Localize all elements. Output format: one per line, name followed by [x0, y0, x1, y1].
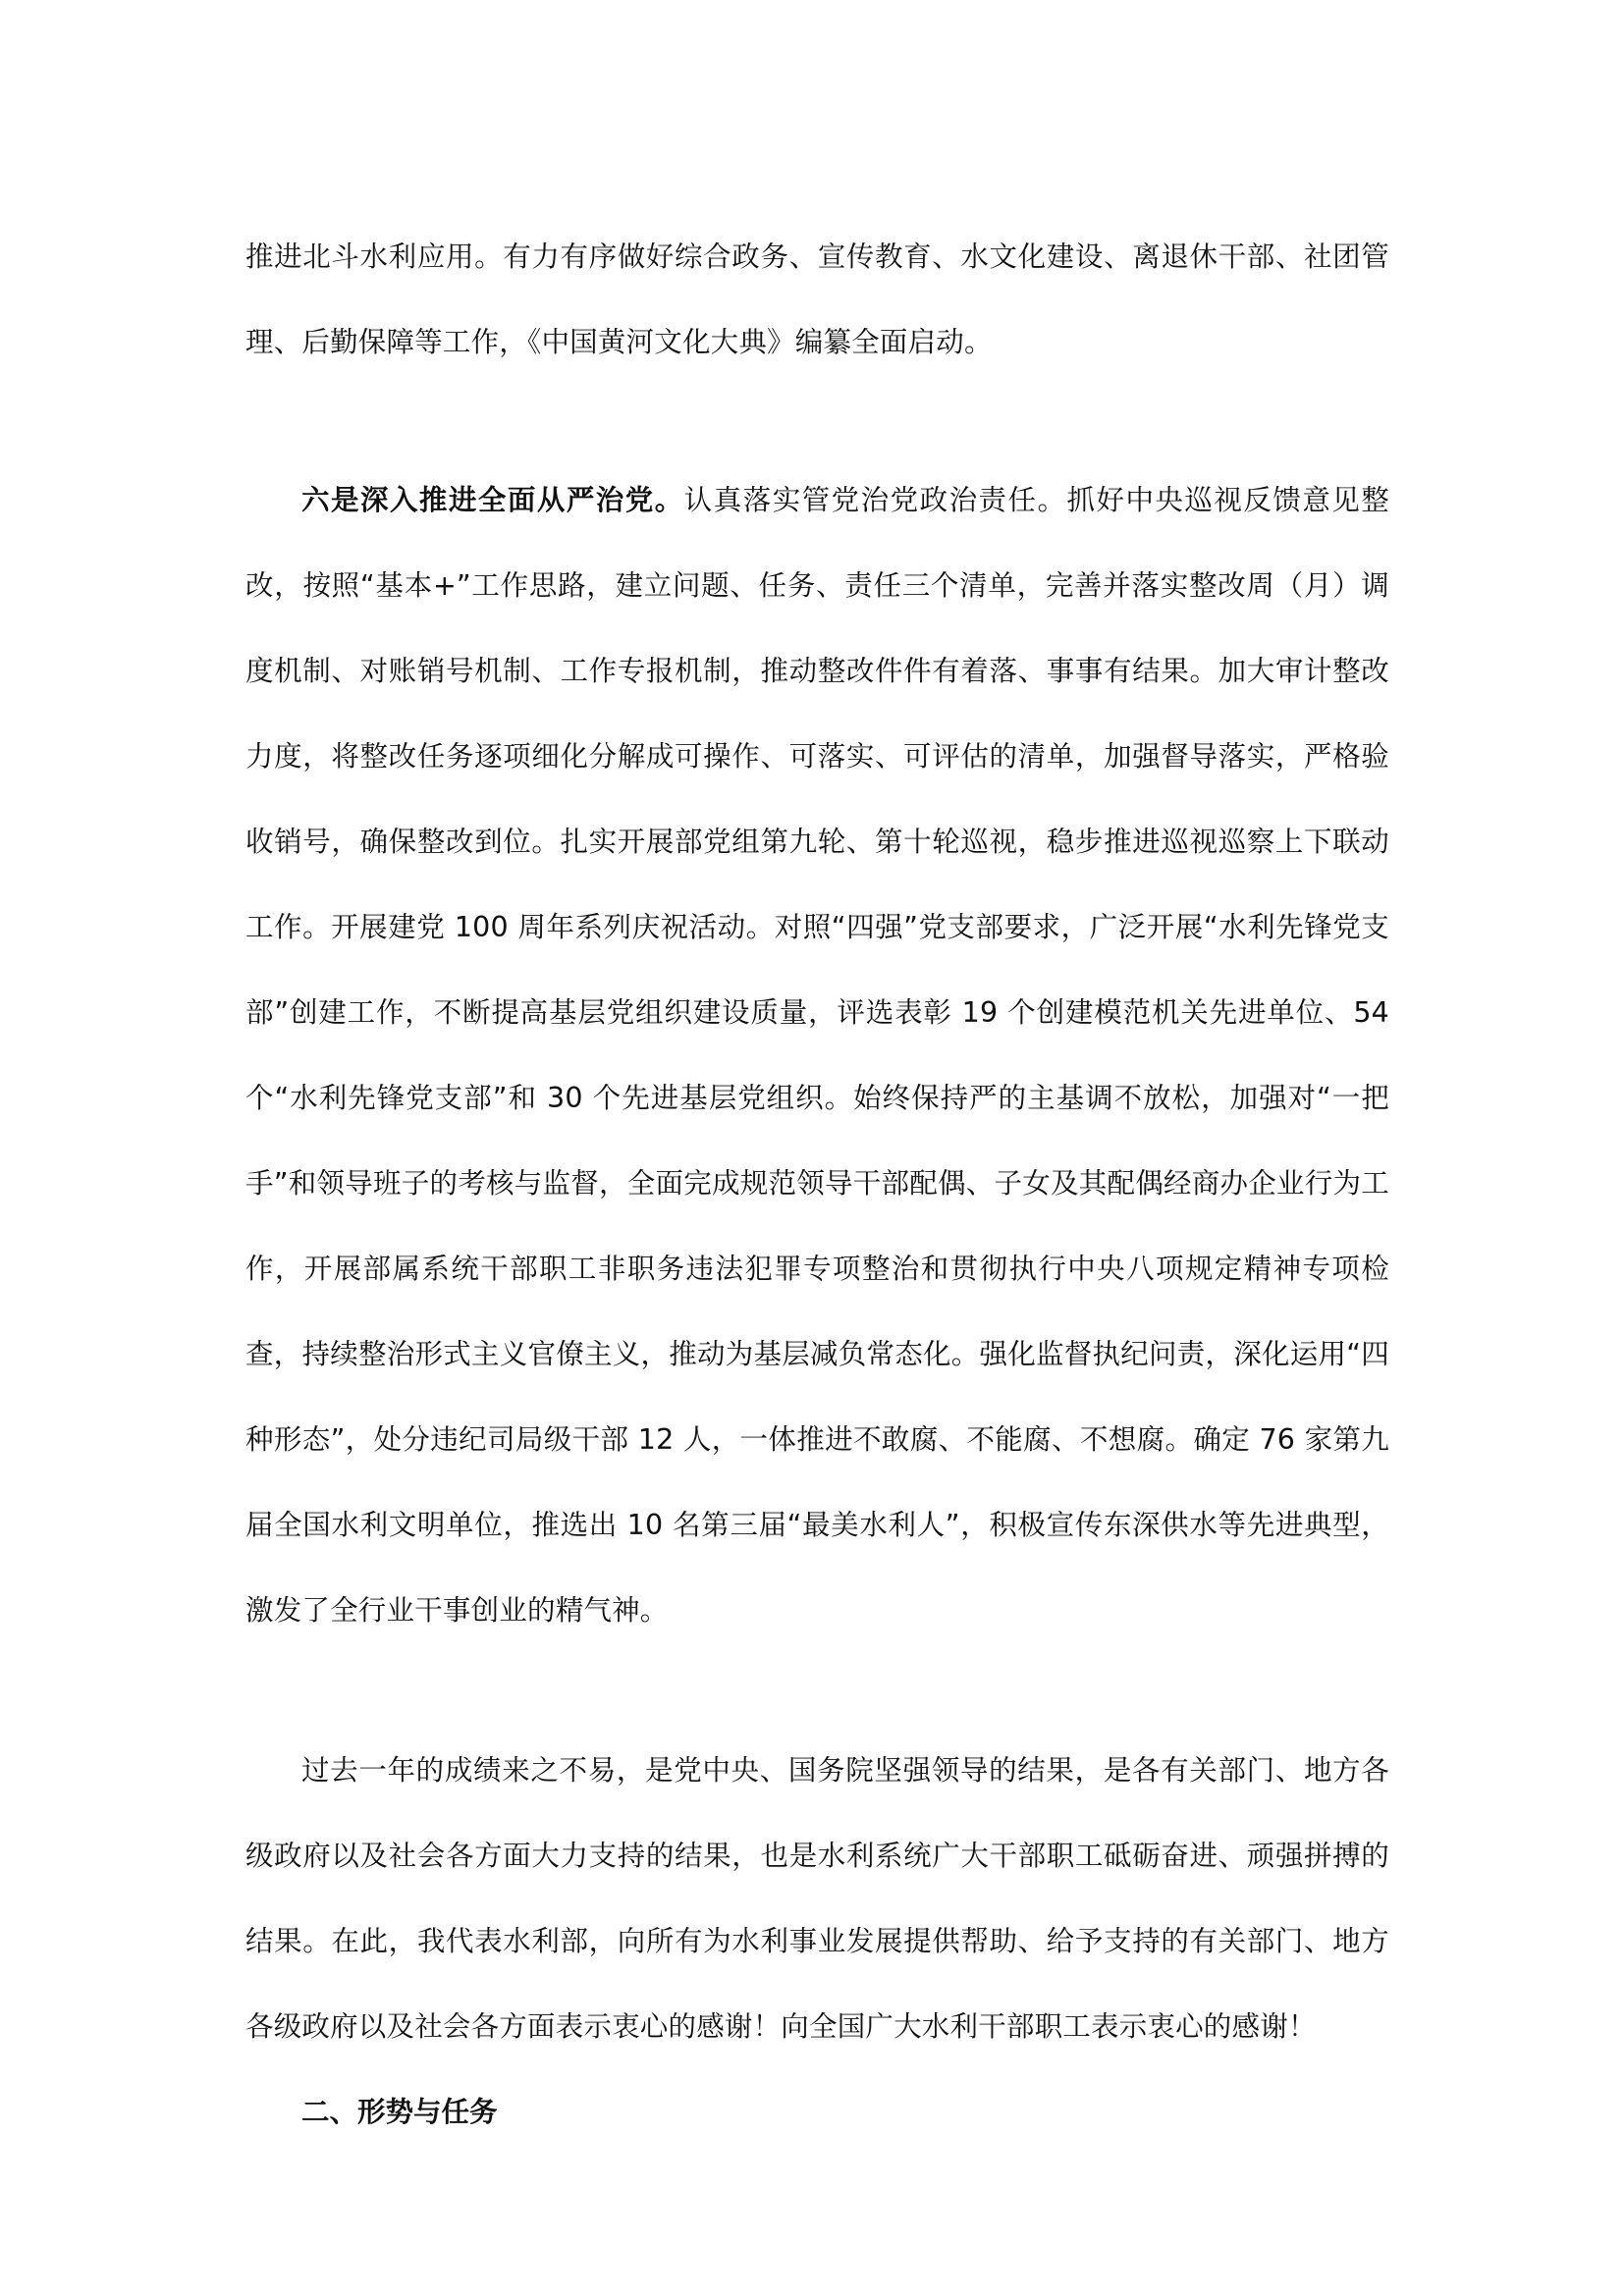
- section-heading: 二、形势与任务: [301, 2096, 498, 2128]
- paragraph-body-text: 认真落实管党治党政治责任。抓好中央巡视反馈意见整改，按照“基本+”工作思路，建立问题、任务、责任三个清单，完善并落实整改周（月）调度机制、对账销号机制、工作专报机制，推动整改件件有着落、事事有结果。加大审计整改力度，将整改任务逐项细化分解成可操作、可落实、可评估的清单，加强督导落实，严格验收销号，确保整改到位。扎实开展部党组第九轮、第十轮巡视，稳步推进巡视巡察上下联动工作。开展建党 100 周年系列庆祝活动。对照“四强”党支部要求，广泛开展“水利先锋党支部”创建工作，不断提高基层党组织建设质量，评选表彰 19 个创建模范机关先进单位、54 个“水利先锋党支部”和 30 个先进基层党组织。始终保持严的主基调不放松，加强对“一把手”和领导班子的考核与监督，全面完成规范领导干部配偶、子女及其配偶经商办企业行为工作，开展部属系统干部职工非职务违法犯罪专项整治和贯彻执行中央八项规定精神专项检查，持续整治形式主义官僚主义，推动为基层减负常态化。强化监督执纪问责，深化运用“四种形态”，处分违纪司局级干部 12 人，一体推进不敢腐、不能腐、不想腐。确定 76 家第九届全国水利文明单位，推选出 10 名第三届“最美水利人”，积极宣传东深供水等先进典型，激发了全行业干事创业的精气神。: [245, 484, 1389, 1627]
- paragraph-continuation: 推进北斗水利应用。有力有序做好综合政务、宣传教育、水文化建设、离退休干部、社团管理、后勤保障等工作，《中国黄河文化大典》编纂全面启动。: [245, 240, 1389, 358]
- paragraph-party-governance: [245, 457, 1389, 1653]
- document-body: [245, 214, 1389, 2155]
- paragraph-acknowledgement: 过去一年的成绩来之不易，是党中央、国务院坚强领导的结果，是各有关部门、地方各级政府以及社会各方面大力支持的结果，也是水利系统广大干部职工砥砺奋进、顽强拼搏的结果。在此，我代表水利部，向所有为水利事业发展提供帮助、给予支持的有关部门、地方各级政府以及社会各方面表示衷心的感谢！向全国广大水利干部职工表示衷心的感谢！: [245, 1754, 1389, 2043]
- paragraph-lead-sentence: 六是深入推进全面从严治党。: [301, 484, 684, 516]
